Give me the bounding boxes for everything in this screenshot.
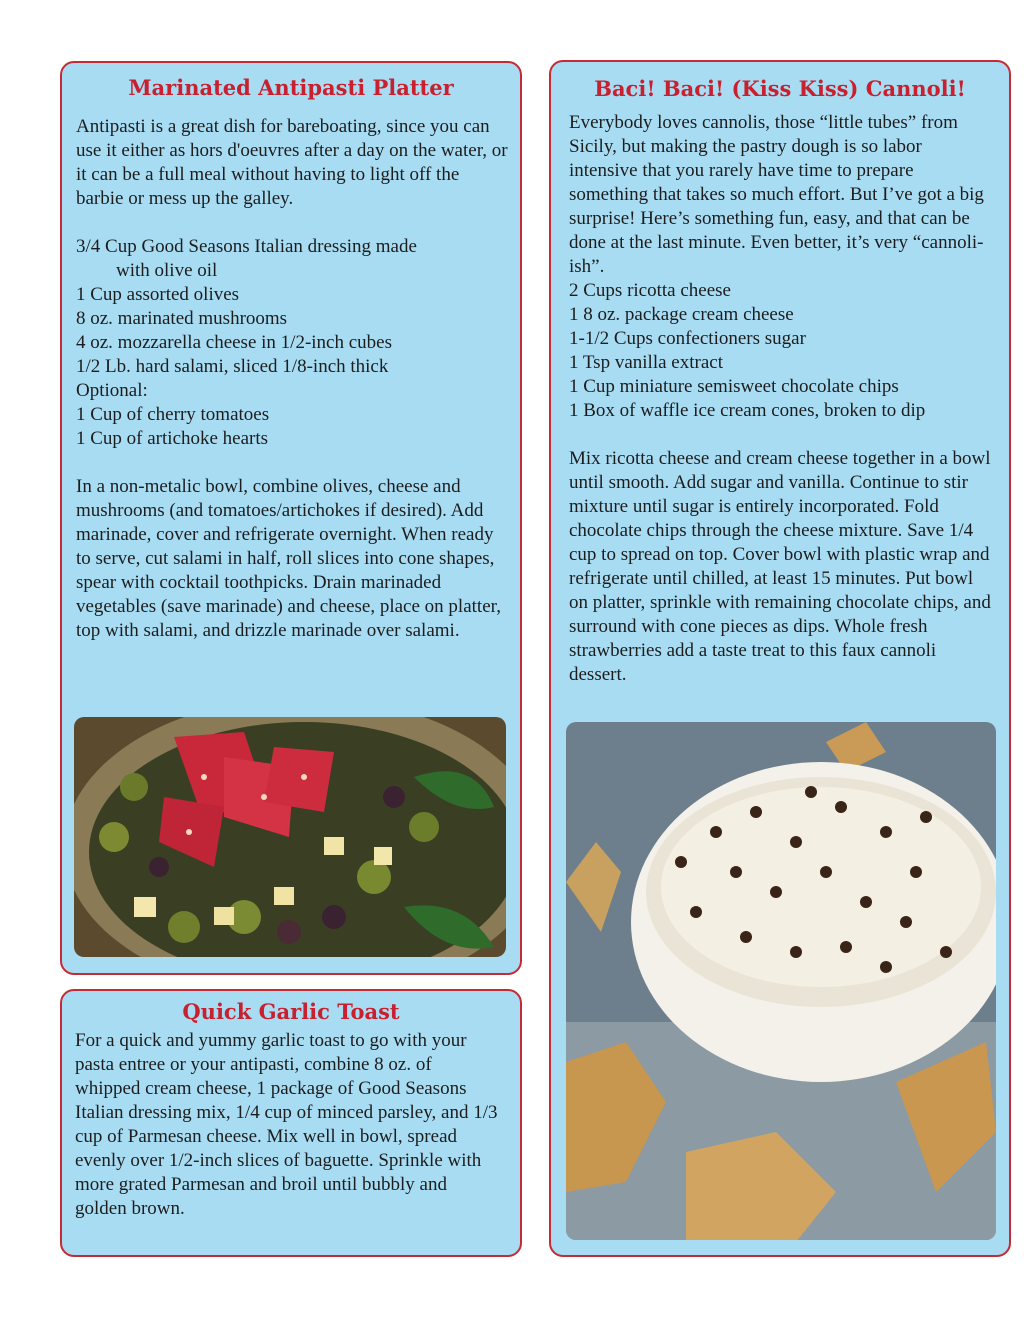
antipasti-card [60, 61, 522, 975]
garlic-toast-text [75, 1029, 500, 1221]
ingredient-line: 1-1/2 Cups confectioners sugar [569, 328, 806, 349]
garlic-toast-title: Quick Garlic Toast [182, 999, 400, 1024]
antipasti-ingredients [76, 235, 508, 451]
antipasti-text [76, 115, 508, 643]
ingredient-line: 1 Tsp vanilla extract [569, 352, 723, 373]
ingredient-line: with olive oil [116, 260, 218, 281]
garlic-toast-body: For a quick and yummy garlic toast to go with your pasta entree or your antipasti, combine 8 oz. of whipped cream cheese, 1 package of Good Seasons Italian dressing mix, 1/4 cup of minced parsley, and 1/3 cup of Parmesan cheese. Mix well in bowl, spread evenly over 1/2-inch slices of baguette. Sprinkle with more grated Parmesan and broil until bubbly and golden brown. [75, 1030, 498, 1219]
cannoli-card [549, 60, 1011, 1257]
ingredient-line: 1 8 oz. package cream cheese [569, 304, 794, 325]
ingredient-line: 2 Cups ricotta cheese [569, 280, 731, 301]
ingredient-line: 1 Cup assorted olives [76, 284, 240, 305]
cannoli-text [569, 111, 994, 687]
ingredient-line: 1/2 Lb. hard salami, sliced 1/8-inch thick [76, 356, 389, 377]
ingredient-line: 1 Cup miniature semisweet chocolate chips [569, 376, 899, 397]
ingredient-line: 1 Box of waffle ice cream cones, broken to dip [569, 400, 926, 421]
antipasti-intro: Antipasti is a great dish for bareboating, since you can use it either as hors d'oeuvres after a day on the water, or it can be a full meal without having to light off the barbie or mess up the galley. [76, 116, 508, 209]
antipasti-platter-photo [74, 717, 506, 957]
ingredient-line: 3/4 Cup Good Seasons Italian dressing made [76, 236, 417, 257]
ingredient-line: 4 oz. mozzarella cheese in 1/2-inch cubes [76, 332, 392, 353]
ingredient-line: 1 Cup of artichoke hearts [76, 428, 269, 449]
antipasti-title: Marinated Antipasti Platter [128, 75, 454, 100]
ingredient-line: Optional: [76, 380, 148, 401]
antipasti-directions: In a non-metalic bowl, combine olives, cheese and mushrooms (and tomatoes/artichokes if desired). Add marinade, cover and refrigerate overnight. When ready to serve, cut salami in half, roll slices into cone shapes, spear with cocktail toothpicks. Drain marinaded vegetables (save marinade) and cheese, place on platter, top with salami, and drizzle marinade over salami. [76, 476, 501, 641]
cannoli-dip-photo [566, 722, 996, 1240]
ingredient-line: 1 Cup of cherry tomatoes [76, 404, 270, 425]
cannoli-ingredients [569, 279, 994, 423]
cannoli-intro: Everybody loves cannolis, those “little tubes” from Sicily, but making the pastry dough is so labor intensive that you rarely have time to prepare something that takes so much effort. But I’ve got a big surprise! Here’s something fun, easy, and that can be done at the last minute. Even better, it’s very “cannoli-ish”. [569, 112, 984, 277]
ingredient-line: 8 oz. marinated mushrooms [76, 308, 288, 329]
cannoli-title: Baci! Baci! (Kiss Kiss) Cannoli! [594, 76, 966, 101]
cannoli-directions: Mix ricotta cheese and cream cheese together in a bowl until smooth. Add sugar and vanilla. Continue to stir mixture until sugar is entirely incorporated. Fold chocolate chips through the cheese mixture. Save 1/4 cup to spread on top. Cover bowl with plastic wrap and refrigerate until chilled, at least 15 minutes. Put bowl on platter, sprinkle with remaining chocolate chips, and surround with cone pieces as dips. Whole fresh strawberries add a taste treat to this faux cannoli dessert. [569, 448, 991, 685]
garlic-toast-card [60, 989, 522, 1257]
